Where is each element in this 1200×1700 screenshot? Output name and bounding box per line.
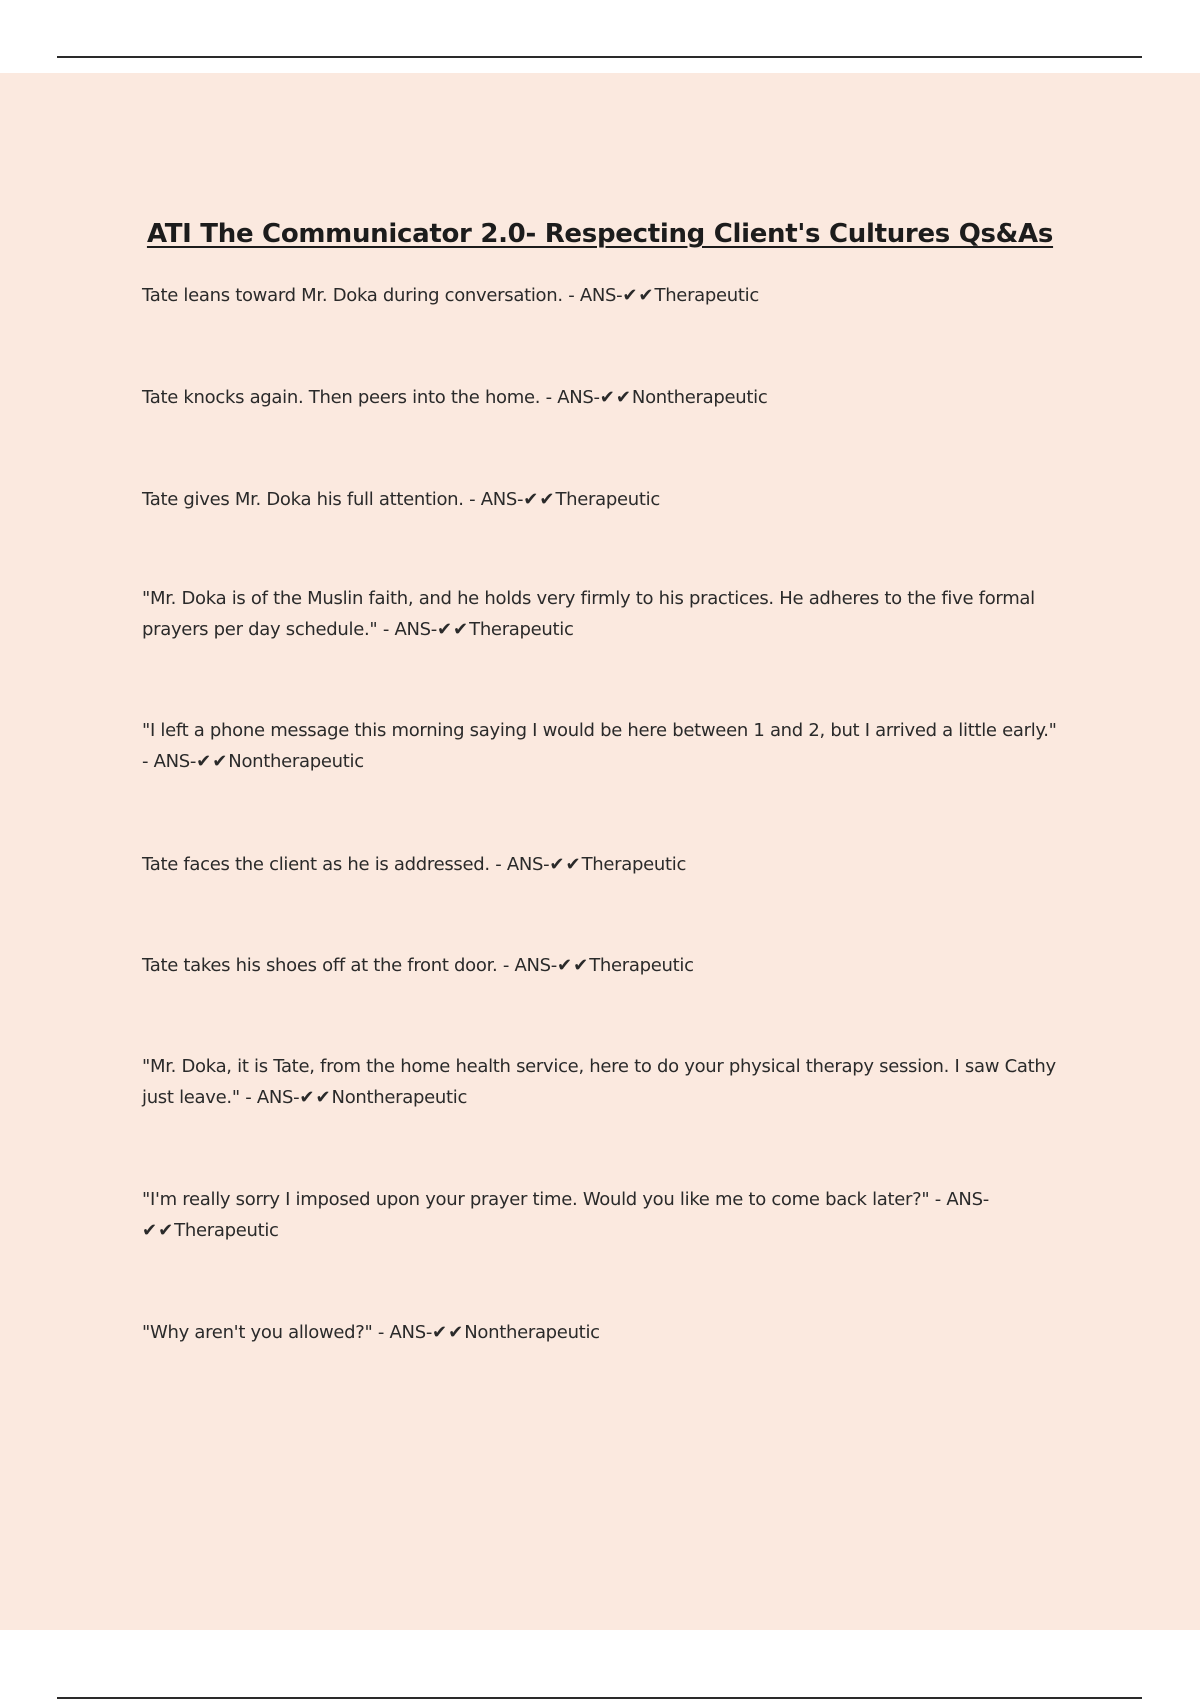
double-check-icon: ✔✔	[549, 854, 582, 875]
question-text: Tate takes his shoes off at the front door.	[142, 955, 498, 976]
footer-rule	[57, 1697, 1142, 1699]
answer-prefix: - ANS-	[497, 955, 558, 976]
answer-prefix: - ANS-	[372, 1322, 433, 1343]
answer-prefix: - ANS-	[562, 285, 623, 306]
answer-prefix: - ANS-	[142, 751, 197, 772]
qa-item-4	[142, 583, 1072, 645]
double-check-icon: ✔✔	[599, 387, 632, 408]
answer-prefix: - ANS-	[239, 1087, 300, 1108]
answer-text: Nontherapeutic	[631, 387, 768, 408]
answer-text: Nontherapeutic	[228, 751, 364, 772]
qa-item-7	[142, 950, 1072, 981]
question-text: "I left a phone message this morning saying I would be here between 1 and 2, but I arrived a little early."	[142, 720, 1057, 741]
qa-item-10	[142, 1317, 1072, 1348]
double-check-icon: ✔✔	[196, 751, 229, 772]
qa-item-5	[142, 715, 1072, 777]
qa-item-3	[142, 484, 1072, 515]
qa-item-9	[142, 1184, 1072, 1246]
question-text: Tate faces the client as he is addressed.	[142, 854, 490, 875]
double-check-icon: ✔✔	[142, 1220, 175, 1241]
answer-prefix: - ANS-	[540, 387, 600, 408]
answer-text: Nontherapeutic	[331, 1087, 468, 1108]
question-text: "Why aren't you allowed?"	[142, 1322, 373, 1343]
question-text: Tate knocks again. Then peers into the home.	[142, 387, 541, 408]
answer-prefix: - ANS-	[489, 854, 550, 875]
answer-text: Therapeutic	[555, 489, 660, 510]
answer-text: Therapeutic	[589, 955, 694, 976]
question-text: "Mr. Doka is of the Muslin faith, and he holds very firmly to his practices. He adheres to the five formal prayers per day schedule."	[142, 588, 1035, 640]
answer-prefix: - ANS-	[377, 619, 437, 640]
answer-text: Therapeutic	[581, 854, 687, 875]
answer-text: Nontherapeutic	[464, 1322, 600, 1343]
qa-item-2	[142, 382, 1072, 413]
answer-text: Therapeutic	[174, 1220, 279, 1241]
double-check-icon: ✔✔	[299, 1087, 332, 1108]
double-check-icon: ✔✔	[432, 1322, 465, 1343]
answer-prefix: - ANS-	[929, 1189, 989, 1210]
answer-prefix: - ANS-	[463, 489, 524, 510]
question-text: "Mr. Doka, it is Tate, from the home health service, here to do your physical therapy session. I saw Cathy just leave."	[142, 1056, 1056, 1108]
document-title-text: ATI The Communicator 2.0- Respecting Client's Cultures Qs&As	[146, 219, 1054, 249]
header-rule	[57, 56, 1142, 58]
qa-item-8	[142, 1051, 1072, 1113]
qa-item-6	[142, 849, 1072, 880]
double-check-icon: ✔✔	[622, 285, 655, 306]
double-check-icon: ✔✔	[523, 489, 556, 510]
double-check-icon: ✔✔	[436, 619, 470, 640]
question-text: "I'm really sorry I imposed upon your prayer time. Would you like me to come back later?"	[142, 1189, 930, 1210]
answer-text: Therapeutic	[469, 619, 574, 640]
answer-text: Therapeutic	[654, 285, 759, 306]
document-title	[0, 219, 1200, 249]
question-text: Tate gives Mr. Doka his full attention.	[142, 489, 464, 510]
question-text: Tate leans toward Mr. Doka during conversation.	[142, 285, 563, 306]
document-page	[0, 73, 1200, 1630]
qa-item-1	[142, 280, 1072, 311]
double-check-icon: ✔✔	[557, 955, 590, 976]
